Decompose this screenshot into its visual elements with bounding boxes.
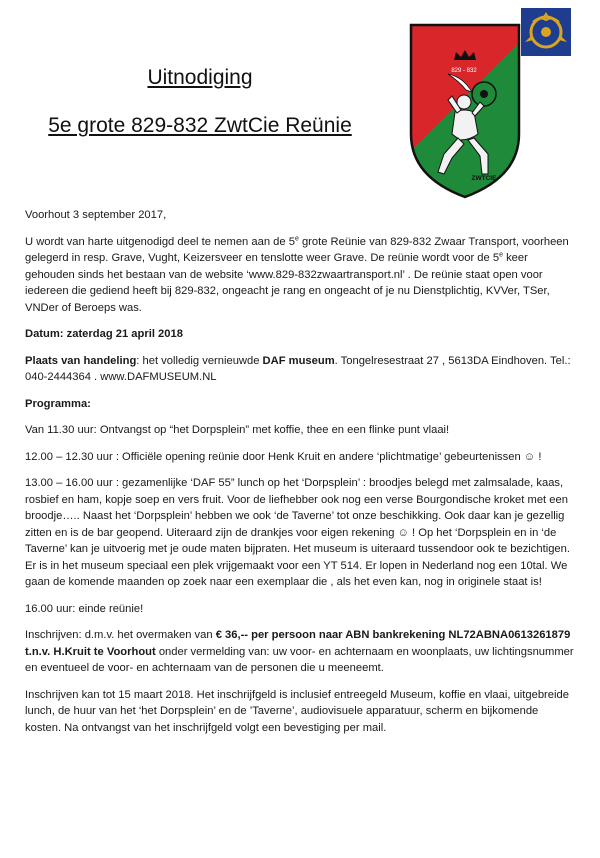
programme-item: Van 11.30 uur: Ontvangst op “het Dorpsplein” met koffie, thee en een flinke punt vlaai! — [25, 424, 450, 436]
event-date: Datum: zaterdag 21 april 2018 — [25, 328, 183, 340]
registration-paragraph: Inschrijven: d.m.v. het overmaken van € 36,-- per persoon naar ABN bankrekening NL72ABNA0613261879 t.n.v. H.Kruit te Voorhout onder vermelding van: uw voor- en achternaam en woonplaats, uw lichtingsnummer en eventueel de voor- en achternaam van de personen die u meeneemt. — [25, 629, 574, 674]
letter-body — [25, 207, 577, 746]
date-line: Voorhout 3 september 2017, — [25, 209, 167, 221]
venue-paragraph: Plaats van handeling: het volledig vernieuwde DAF museum. Tongelresestraat 27 , 5613DA Eindhoven. Tel.: 040-2444364 . www.DAFMUSEUM.NL — [25, 354, 571, 383]
closing-paragraph: Inschrijven kan tot 15 maart 2018. Het inschrijfgeld is inclusief entreegeld Museum, koffie en vlaai, uitgebreide lunch, de huur van het ‘het Dorpsplein’ en de ’Taverne’, audiovisuele apparatuur, scherm en bijkomende kosten. Na ontvangst van het inschrijfgeld volgt een bevestiging per mail. — [25, 688, 569, 734]
programme-item: 12.00 – 12.30 uur : Officiële opening reünie door Henk Kruit en andere ‘plichtmatige’ gebeurtenissen ☺ ! — [25, 450, 542, 463]
programme-heading: Programma: — [25, 397, 91, 410]
title-invitation: Uitnodiging — [147, 66, 253, 89]
corner-emblem-logo — [521, 8, 571, 56]
unit-shield-logo — [408, 22, 522, 200]
title-reunion: 5e grote 829-832 ZwtCie Reünie — [48, 114, 352, 137]
programme-item: 16.00 uur: einde reünie! — [25, 602, 144, 615]
programme-item: 13.00 – 16.00 uur : gezamenlijke ‘DAF 55” lunch op het ‘Dorpsplein’ : broodjes belegd met zalmsalade, kaas, rosbief en ham, kopje soep en vers fruit. Voor de liefhebber ook nog een verse Bourgondische kroket met een broodje….. Naast het ‘Dorpsplein’ hebben we ook ‘de Taverne’ tot onze beschikking. Ook daar kan je gezellig zitten en is de bar geopend. Uiteraard zijn de drankjes voor eigen rekening ☺ ! Op het ‘Dorpsplein en in ‘de Taverne’ kan je uitvoerig met je oude maten bijpraten. Het museum is uiteraard tussendoor ook te bezichtigen. Er is in het museum speciaal een plek vrijgemaakt voor een YT 514. Er lopen in Nederland nog een 10tal. We gaan de komende maanden op zoek naar een exemplaar die , als het even kan, nog in originele staat is! — [25, 477, 570, 588]
shield-label: ZWTCIE — [471, 175, 497, 182]
intro-paragraph: U wordt van harte uitgenodigd deel te nemen aan de 5e grote Reünie van 829-832 Zwaar Transport, voorheen gelegerd in resp. Grave, Vught, Keizersveer en tenslotte weer Grave. De reünie wordt voor de 5e keer gehouden sinds het bestaan van de website ‘www.829-832zwaartransport.nl’ . De reünie staat open voor iedereen die gediend heeft bij 829-832, ongeacht je rang en ongeacht of je nu Dienstplichtig, KVVer, TSer, VNDer of Beroeps was. — [25, 234, 569, 314]
shield-number: 829 - 832 — [451, 68, 477, 74]
